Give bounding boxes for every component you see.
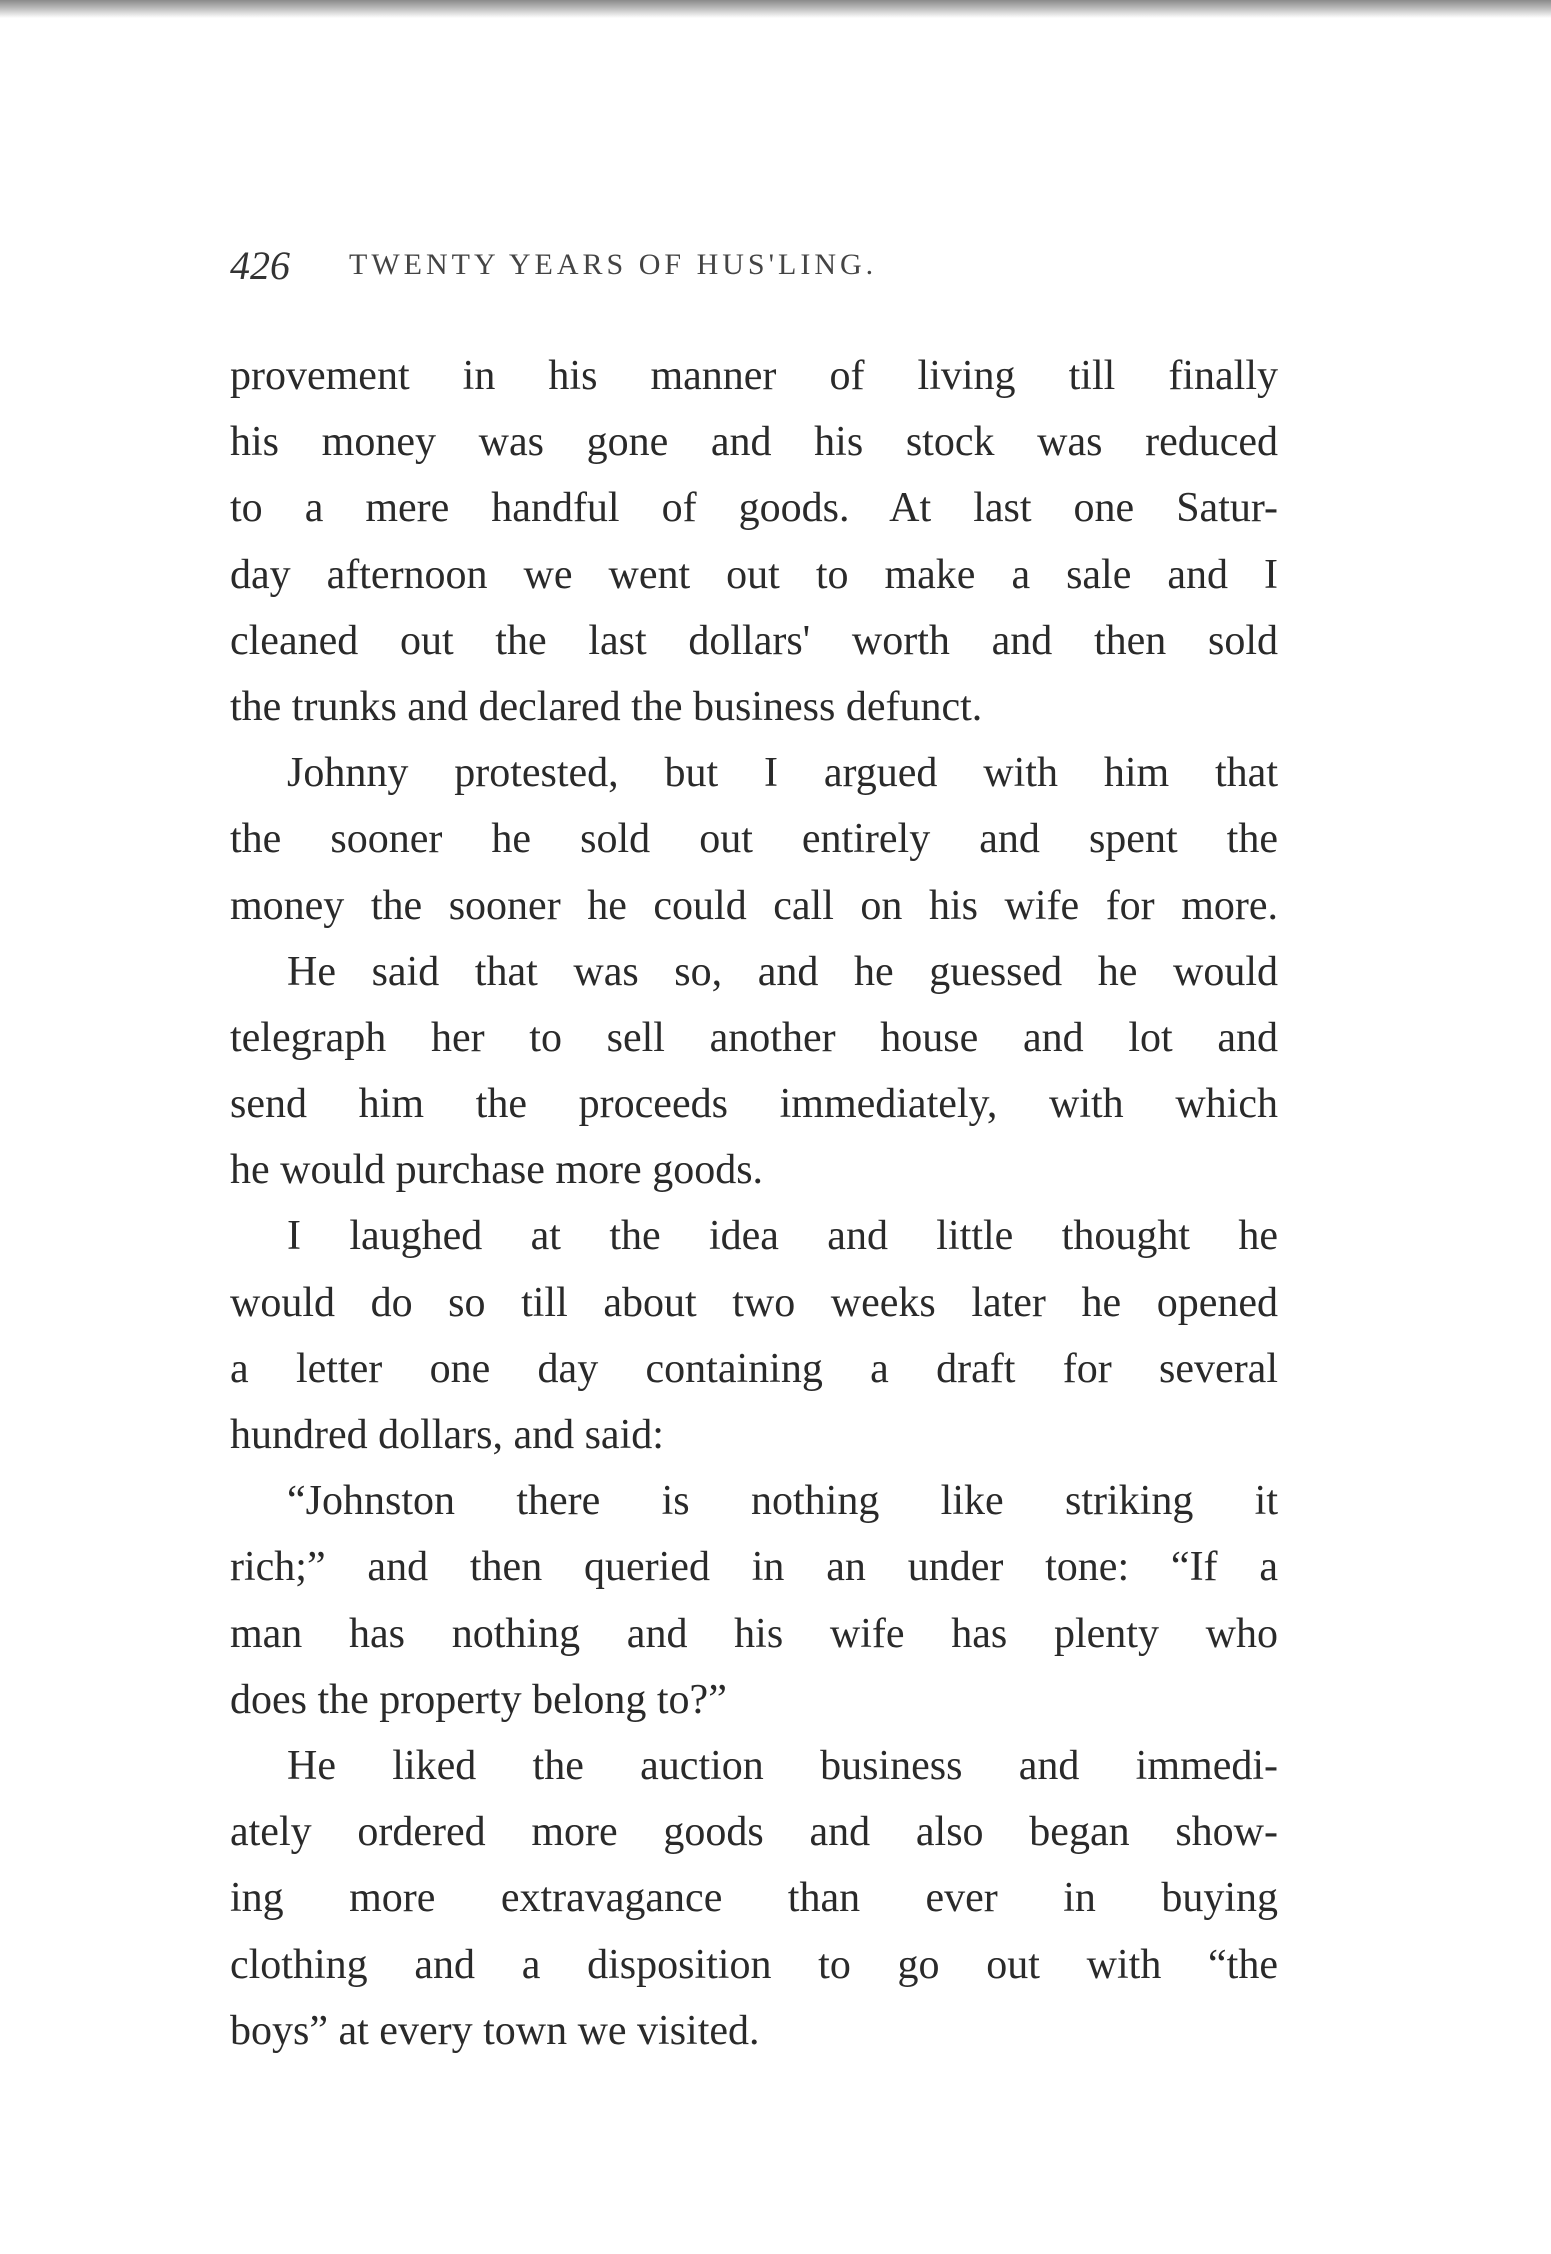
text-line: cleaned out the last dollars' worth and then sold — [230, 617, 1278, 664]
text-line: send him the proceeds immediately, with which — [230, 1081, 1278, 1128]
running-title: TWENTY YEARS OF HUS'LING. — [349, 248, 878, 281]
text-line: his money was gone and his stock was reduced — [230, 419, 1278, 466]
page-number: 426 — [230, 243, 290, 288]
text-line: would do so till about two weeks later he opened — [230, 1279, 1278, 1326]
text-line: boys” at every town we visited. — [230, 2007, 760, 2054]
text-line: ing more extravagance than ever in buying — [230, 1875, 1278, 1922]
text-line: provement in his manner of living till finally — [230, 353, 1278, 399]
text-line: man has nothing and his wife has plenty who — [230, 1610, 1278, 1657]
body-text — [230, 343, 1278, 2064]
text-line: He liked the auction business and immedi- — [287, 1742, 1278, 1789]
text-line: the sooner he sold out entirely and spent the — [230, 816, 1278, 863]
text-line: money the sooner he could call on his wife for more. — [230, 882, 1278, 929]
text-line: hundred dollars, and said: — [230, 1412, 664, 1458]
text-line: the trunks and declared the business defunct. — [230, 683, 983, 730]
text-line: to a mere handful of goods. At last one Satur- — [230, 485, 1278, 532]
text-line: day afternoon we went out to make a sale and I — [230, 551, 1278, 598]
text-line: clothing and a disposition to go out with “the — [230, 1941, 1278, 1988]
text-line: rich;” and then queried in an under tone: “If a — [230, 1544, 1278, 1591]
text-line: He said that was so, and he guessed he would — [287, 948, 1278, 995]
text-line: “Johnston there is nothing like striking it — [287, 1478, 1278, 1525]
text-line: a letter one day containing a draft for several — [230, 1345, 1278, 1392]
text-line: does the property belong to?” — [230, 1676, 727, 1723]
text-line: I laughed at the idea and little thought he — [287, 1213, 1278, 1260]
running-head — [230, 242, 1278, 292]
text-line: ately ordered more goods and also began show- — [230, 1809, 1278, 1856]
text-line: he would purchase more goods. — [230, 1147, 764, 1194]
text-line: Johnny protested, but I argued with him that — [287, 750, 1278, 797]
text-line: telegraph her to sell another house and lot and — [230, 1014, 1278, 1061]
scan-edge-shadow — [0, 0, 1551, 18]
